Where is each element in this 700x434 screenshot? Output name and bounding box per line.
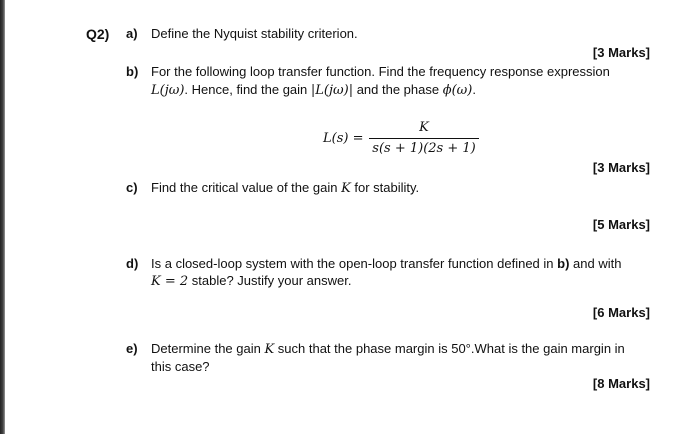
- part-b-line2-end: .: [472, 82, 476, 97]
- part-c-letter: c): [126, 180, 138, 195]
- equation-fraction: [369, 120, 479, 156]
- part-b-letter: b): [126, 64, 139, 79]
- equation-denominator: s(s + 1)(2s + 1): [372, 141, 476, 156]
- phase-expression: ϕ(ω): [442, 83, 473, 98]
- equation-numerator: K: [419, 120, 429, 135]
- part-b-line1: For the following loop transfer function. Find the frequency response expression: [151, 64, 610, 79]
- part-e-letter: e): [126, 341, 138, 356]
- part-b-marks: [3 Marks]: [592, 160, 650, 175]
- part-d-line2-text: stable? Justify your answer.: [188, 273, 352, 288]
- part-d-line2: [151, 273, 351, 289]
- part-e-line1-post: such that the phase margin is 50°.What is the gain margin in: [274, 341, 625, 356]
- part-e-line1: [151, 341, 625, 357]
- part-d-letter: d): [126, 256, 139, 271]
- gain-expression: |L(jω)|: [310, 83, 354, 98]
- part-c-text-post: for stability.: [350, 180, 420, 195]
- gain-variable: K: [341, 181, 351, 196]
- part-d-line1-pre: Is a closed-loop system with the open-loop transfer function defined in: [151, 256, 558, 271]
- equation-lhs: L(s) =: [323, 131, 364, 146]
- frequency-response-expression: L(jω): [151, 83, 185, 98]
- part-b-line2: [151, 82, 476, 98]
- part-a-marks: [3 Marks]: [592, 45, 650, 60]
- part-a-text: Define the Nyquist stability criterion.: [151, 26, 358, 41]
- left-page-border: [0, 0, 5, 434]
- part-a-letter: a): [126, 26, 138, 41]
- part-d-line1: [151, 256, 621, 271]
- question-number: Q2): [86, 26, 110, 42]
- part-e-line2: this case?: [151, 359, 210, 374]
- part-c-text: [151, 180, 419, 196]
- part-d-line1-post: and with: [569, 256, 622, 271]
- part-d-reference: b): [557, 256, 570, 271]
- part-c-text-pre: Find the critical value of the gain: [151, 180, 342, 195]
- part-e-marks: [8 Marks]: [592, 376, 650, 391]
- part-b-line2-and: and the phase: [353, 82, 443, 97]
- part-d-marks: [6 Marks]: [592, 305, 650, 320]
- part-c-marks: [5 Marks]: [592, 217, 650, 232]
- part-b-line2-mid: . Hence, find the gain: [184, 82, 311, 97]
- gain-variable-e: K: [264, 342, 275, 357]
- gain-value-expression: K = 2: [151, 274, 189, 289]
- part-e-line1-pre: Determine the gain: [151, 341, 265, 356]
